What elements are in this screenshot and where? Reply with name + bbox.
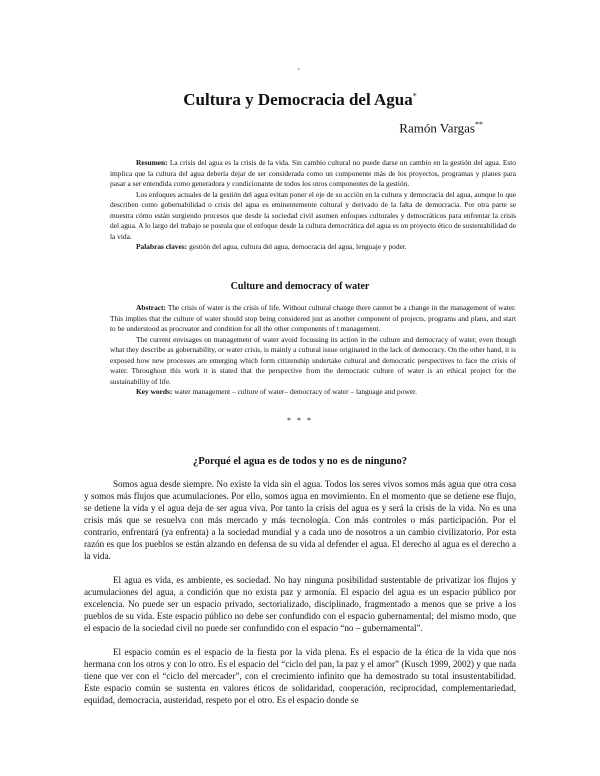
- header-accent-mark: ´: [297, 68, 301, 79]
- abstract-en-paragraph-1: [110, 303, 516, 335]
- abstract-es-label: Resumen:: [136, 158, 168, 167]
- abstract-spanish: [110, 158, 516, 253]
- author-name-text: Ramón Vargas: [399, 120, 475, 136]
- keywords-es: [110, 242, 516, 253]
- keywords-en-label: Key words:: [136, 387, 173, 396]
- abstract-en-paragraph-2: The current envisages on management of water avoid focussing its action in the culture and democracy of water, even though what they describe as gobernability, or water crisis, is mainly a cultural issue originated in the lack of democracy. On the other hand, it is exposed how new processes are emerging which form citizenship undertake cultural and democratic perspectives to face the crisis of water. Throughout this work it is stated that the perspective from the democratic culture of water is an ethical project for the sustainability of life.: [110, 334, 516, 386]
- body-paragraph-2: El agua es vida, es ambiente, es sociedad. No hay ninguna posibilidad sustentable de privatizar los flujos y acumulaciones del agua, a condición que no exista paz y armonía. El espacio del agua es un espacio público por excelencia. No puede ser un espacio privado, sectorializado, disciplinado, fragmentado a menos que se prive a los pueblos de su vida. Este espacio público no debe ser confundido con el espacio gubernamental; del mismo modo, que el espacio de la sociedad civil no puede ser confundido con el espacio “no – gubernamental”.: [84, 575, 516, 633]
- body-paragraph-1: Somos agua desde siempre. No existe la vida sin el agua. Todos los seres vivos somos más agua que otra cosa y somos más flujos que acumulaciones. Por ello, somos agua en movimiento. En el momento que se detiene ese flujo, se detiene la vida y el agua deja de ser agua viva. Por tanto la crisis del agua es y será la crisis de la vida. No es una crisis más que se resuelva con más mercado y más tecnología. Con más controles o más participación. Por el contrario, enfrentará (ya enfrenta) a la sociedad mundial y a cada uno de nosotros a un cambio civilizatorio. Por esta razón es que los pueblos se están alzando en defensa de su vida al defender el agua. El derecho al agua es el derecho a la vida.: [84, 479, 516, 561]
- abstract-es-paragraph-1: [110, 158, 516, 190]
- paper-title-text: Cultura y Democracia del Agua: [183, 90, 413, 109]
- abstract-es-paragraph-2: Los enfoques actuales de la gestión del agua evitan poner el eje de su acción en la cultura y democracia del agua, aunque lo que describen como gobernabilidad o crisis del agua es eminentemente cultural y derivado de la falta de democracia. Por otra parte se muestra cómo están surgiendo procesos que desde la sociedad civil asumen enfoques culturales y democráticos para enfrentar la crisis del agua. A lo largo del trabajo se postula que el enfoque desde la cultura democrática del agua es un proyecto ético de sustentabilidad de la vida.: [110, 189, 516, 241]
- keywords-es-text: gestión del agua, cultura del agua, democracia del agua, lenguaje y poder.: [188, 242, 407, 251]
- author-name: [399, 120, 483, 136]
- abstract-en-label: Abstract:: [136, 303, 166, 312]
- paper-title: [0, 90, 600, 110]
- author-footnote-marker: **: [475, 120, 483, 129]
- section-heading-main: ¿Porqué el agua es de todos y no es de ninguno?: [193, 456, 407, 467]
- abstract-es-text-1: La crisis del agua es la crisis de la vida. Sin cambio cultural no puede darse un cambio en la gestión del agua. Esto implica que la cultura del agua debería dejar de ser considerada como un componente más de los proyectos, programas y planes para pasar a ser entendida como generadora y condicionante de todos los otros componentes de la gestión.: [110, 158, 516, 188]
- title-footnote-marker: *: [412, 91, 417, 101]
- section-heading-english: Culture and democracy of water: [230, 281, 370, 292]
- keywords-en: [110, 387, 516, 398]
- body-text: [84, 478, 516, 718]
- keywords-en-text: water management – culture of water– democracy of water – language and power.: [174, 387, 417, 396]
- abstract-en-text-1: The crisis of water is the crisis of life. Without cultural change there cannot be a change in the management of water. This implies that the culture of water should stop being considered just as another component of projects, programs and plans, and start to be understood as procreator and condition for all the other components of t management.: [110, 303, 516, 333]
- keywords-es-label: Palabras claves:: [136, 242, 188, 251]
- body-paragraph-3: El espacio común es el espacio de la fiesta por la vida plena. Es el espacio de la ética de la vida que nos hermana con los otros y con lo otro. Es el espacio del “ciclo del pan, la paz y el amor” (Kusch 1999, 2002) y que nada tiene que ver con el “ciclo del mercader”, con el crecimiento infinito que ha demostrado su total insustentabilidad. Este espacio común se sustenta en valores éticos de solidaridad, cooperación, reciprocidad, complementariedad, equidad, democracia, austeridad, respeto por el otro. Es el espacio donde se: [84, 647, 516, 705]
- abstract-english: [110, 303, 516, 398]
- section-separator: * * *: [287, 416, 313, 425]
